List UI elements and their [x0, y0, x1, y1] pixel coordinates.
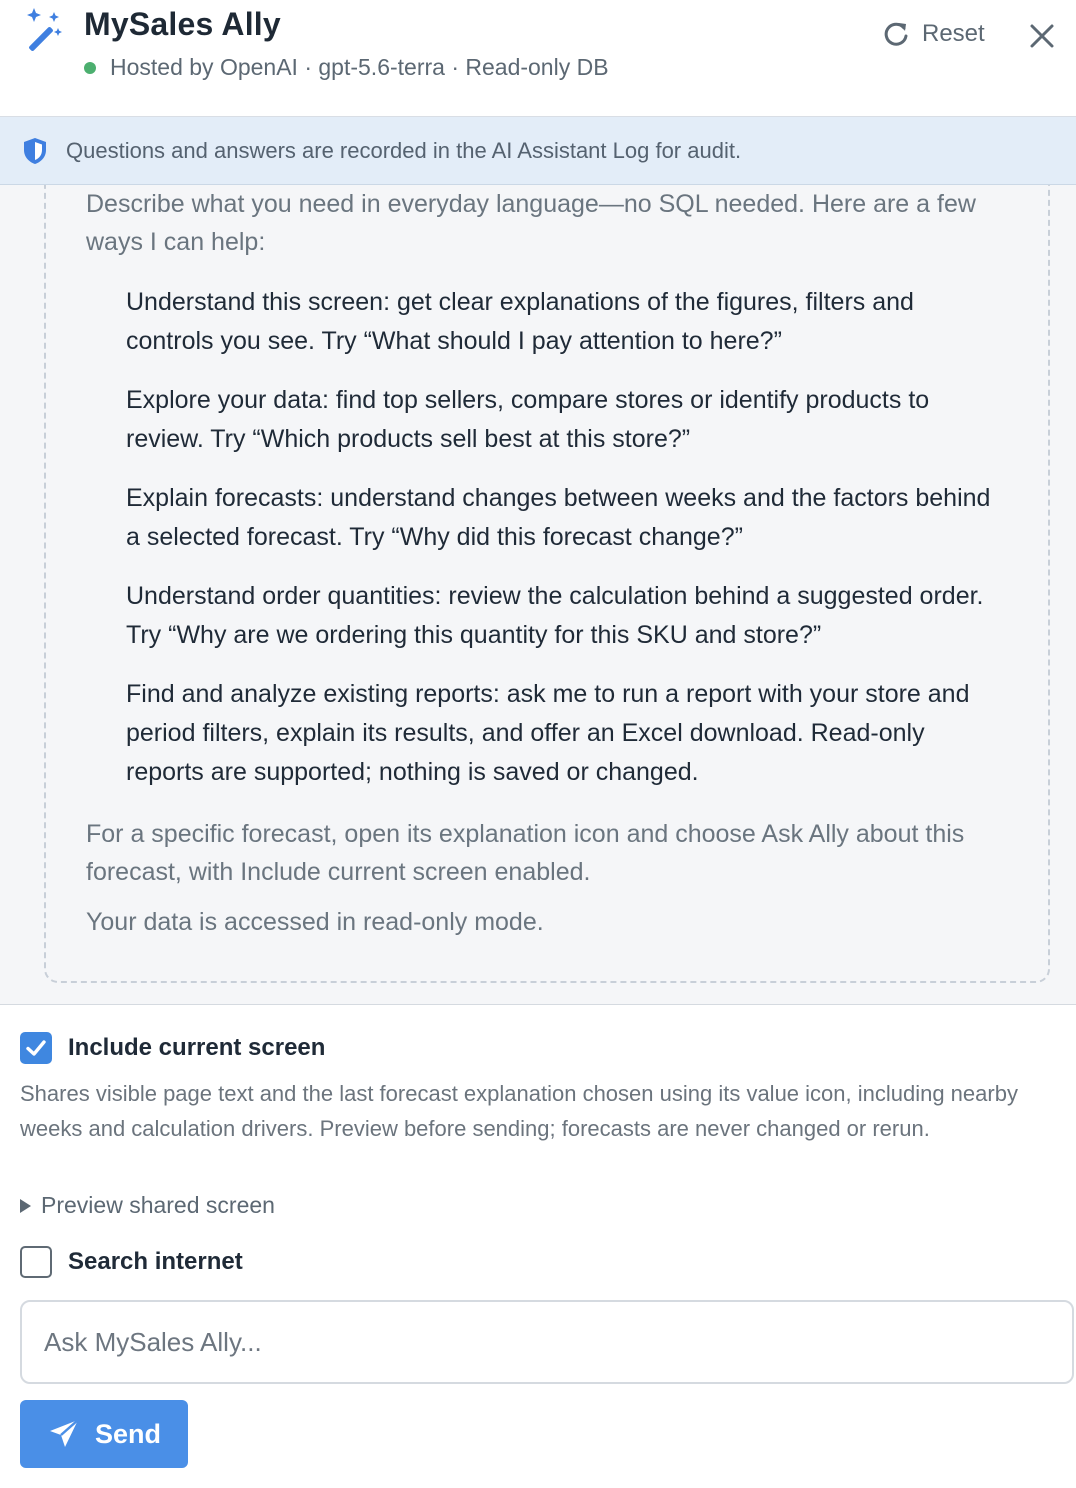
- magic-wand-icon: [20, 6, 66, 52]
- audit-banner-text: Questions and answers are recorded in the AI Assistant Log for audit.: [66, 137, 742, 163]
- reset-label: Reset: [922, 20, 985, 47]
- connection-status: [84, 54, 609, 81]
- audit-banner: [0, 117, 1076, 185]
- checkmark-icon: [24, 1036, 48, 1060]
- assistant-header: [0, 0, 1076, 117]
- tip-item: Understand order quantities: review the calculation behind a suggested order. Try “Why are we ordering this quantity for this SKU and store?”: [126, 582, 984, 649]
- preview-label: Preview shared screen: [41, 1192, 275, 1218]
- ask-input[interactable]: [20, 1300, 1074, 1384]
- connection-status-text: Hosted by OpenAI · gpt-5.6-terra · Read-only DB: [110, 54, 609, 80]
- refresh-icon: [882, 20, 910, 48]
- search-internet-label: Search internet: [68, 1248, 243, 1275]
- help-tips-list: [126, 283, 1006, 812]
- paper-plane-icon: [47, 1417, 81, 1451]
- include-screen-checkbox[interactable]: [20, 1032, 52, 1064]
- search-internet-option[interactable]: [20, 1246, 243, 1278]
- forecast-note: For a specific forecast, open its explanation icon and choose Ask Ally about this forecast, with Include current screen enabled.: [86, 820, 965, 886]
- send-label: Send: [94, 1418, 161, 1449]
- read-only-note: Your data is accessed in read-only mode.: [86, 908, 544, 936]
- reset-button[interactable]: [882, 20, 985, 48]
- tip-item: Explain forecasts: understand changes between weeks and the factors behind a selected forecast. Try “Why did this forecast change?”: [126, 484, 991, 551]
- tip-item: Explore your data: find top sellers, compare stores or identify products to review. Try “Which products sell best at this store?”: [126, 386, 930, 453]
- close-icon[interactable]: [1026, 20, 1058, 52]
- assistant-title: MySales Ally: [84, 6, 281, 42]
- tip-item: Find and analyze existing reports: ask me to run a report with your store and period filters, explain its results, and offer an Excel download. Read-only reports are supported; nothing is saved or changed.: [126, 680, 970, 786]
- search-internet-checkbox[interactable]: [20, 1246, 52, 1278]
- include-screen-option[interactable]: [20, 1032, 325, 1064]
- send-button[interactable]: [20, 1400, 188, 1468]
- disclosure-triangle-icon: [20, 1199, 31, 1213]
- conversation-area[interactable]: [0, 185, 1076, 1005]
- status-dot: [84, 62, 96, 74]
- welcome-intro: Describe what you need in everyday language—no SQL needed. Here are a few ways I can help:: [86, 190, 976, 256]
- preview-shared-screen-toggle[interactable]: [20, 1192, 275, 1219]
- shield-icon: [22, 137, 48, 165]
- include-screen-help: Shares visible page text and the last forecast explanation chosen using its value icon, including nearby weeks and calculation drivers. Preview before sending; forecasts are never changed or rerun.: [20, 1081, 1018, 1141]
- include-screen-label: Include current screen: [68, 1034, 326, 1061]
- tip-item: Understand this screen: get clear explanations of the figures, filters and controls you see. Try “What should I pay attention to here?”: [126, 288, 914, 355]
